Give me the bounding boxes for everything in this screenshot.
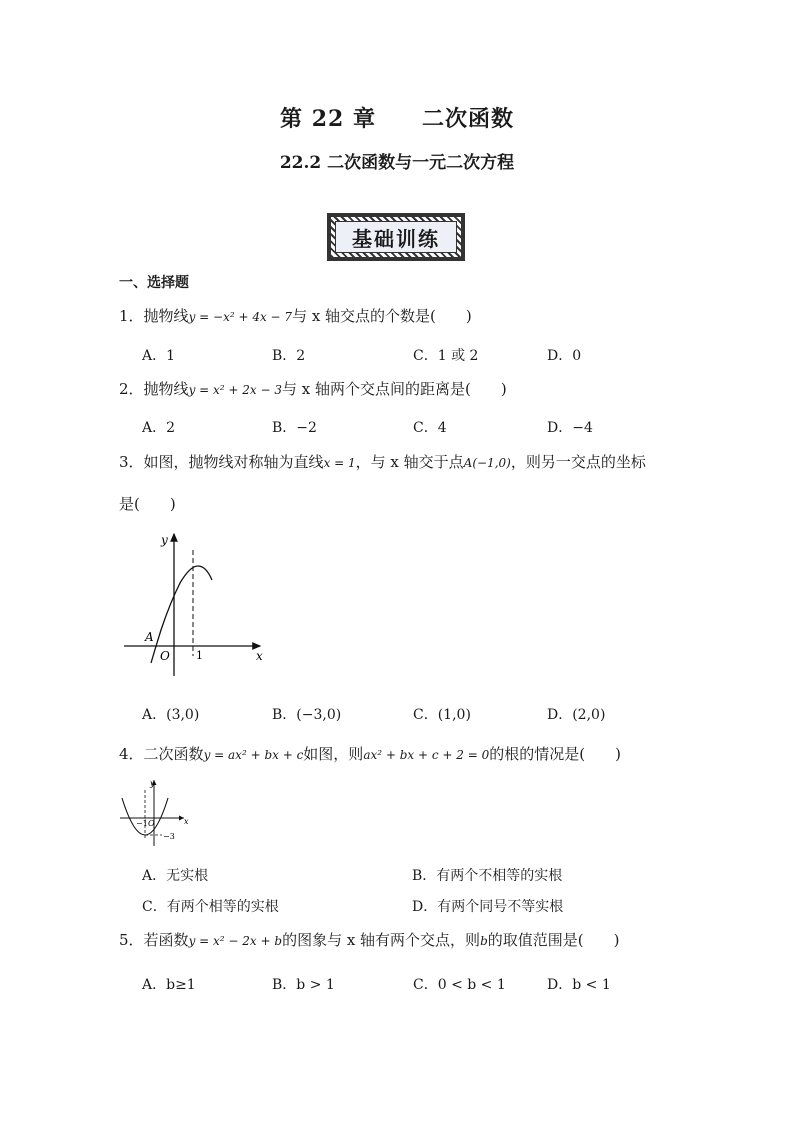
option-c[interactable]: C．0 < b < 1 (413, 977, 506, 993)
question-formula: x = 1 (323, 456, 356, 470)
x-axis-label: x (256, 649, 263, 663)
question-text-tail: 与 x 轴交点的个数是( ) (292, 307, 472, 325)
question-text: 如图，抛物线对称轴为直线 (143, 453, 324, 471)
y-axis-label: y (150, 779, 155, 788)
question-formula: y = x² + 2x − 3 (188, 383, 283, 397)
question-text: 抛物线 (143, 307, 189, 325)
question-formula: y = ax² + bx + c (203, 748, 304, 762)
question-formula: y = −x² + 4x − 7 (188, 310, 293, 324)
option-c[interactable]: C．(1,0) (413, 707, 471, 723)
section-subtitle: 22.2 二次函数与一元二次方程 (279, 153, 515, 173)
origin-label: O (148, 819, 155, 828)
question-text-mid: ，与 x 轴交于点 (355, 453, 464, 471)
question-text-mid: 的图象与 x 轴有两个交点，则 (282, 931, 481, 949)
question-number: 5． (119, 931, 144, 949)
question-number: 4． (119, 745, 144, 763)
question-3-figure (118, 528, 268, 678)
origin-label: O (160, 649, 170, 663)
question-number: 2． (119, 380, 144, 398)
option-d[interactable]: D．(2,0) (547, 707, 606, 723)
option-a[interactable]: A．无实根 (142, 868, 209, 884)
option-a[interactable]: A．1 (142, 348, 176, 364)
option-a[interactable]: A．(3,0) (142, 707, 200, 723)
question-text-tail: 的根的情况是( ) (489, 745, 621, 763)
question-text-tail: ，则另一交点的坐标 (510, 453, 646, 471)
question-text-mid: 如图，则 (303, 745, 364, 763)
banner-label: 基础训练 (335, 221, 457, 253)
question-formula: y = x² − 2x + b (188, 934, 283, 948)
option-b[interactable]: B．b > 1 (272, 977, 335, 993)
section-heading: 一、选择题 (119, 275, 189, 291)
option-c[interactable]: C．4 (413, 420, 447, 436)
option-c[interactable]: C．1 或 2 (413, 348, 479, 364)
option-b[interactable]: B．有两个不相等的实根 (412, 868, 563, 884)
question-text: 二次函数 (143, 745, 204, 763)
question-text: 抛物线 (143, 380, 189, 398)
option-d[interactable]: D．−4 (547, 420, 593, 436)
question-4-figure (118, 776, 194, 848)
option-b[interactable]: B．(−3,0) (272, 707, 342, 723)
option-c[interactable]: C．有两个相等的实根 (142, 899, 279, 915)
question-formula-2: ax² + bx + c + 2 = 0 (363, 748, 490, 762)
question-5 (119, 930, 619, 951)
option-d[interactable]: D．0 (547, 348, 582, 364)
tick-label-1: 1 (196, 649, 203, 662)
question-number: 3． (119, 453, 144, 471)
chapter-title: 第 22 章 二次函数 (280, 106, 514, 132)
vertex-value-label: −3 (163, 832, 175, 841)
option-d[interactable]: D．b < 1 (547, 977, 611, 993)
question-4 (119, 744, 621, 765)
point-a-label: A (145, 630, 154, 644)
option-d[interactable]: D．有两个同号不等实根 (412, 899, 564, 915)
option-a[interactable]: A．2 (142, 420, 176, 436)
question-number: 1． (119, 307, 144, 325)
x-axis-label: x (184, 817, 189, 826)
question-3-line-2: 是( ) (119, 495, 176, 513)
basic-training-banner (327, 213, 465, 261)
option-b[interactable]: B．2 (272, 348, 306, 364)
question-2 (119, 379, 507, 400)
y-axis-label: y (161, 533, 168, 547)
option-a[interactable]: A．b≥1 (142, 977, 196, 993)
question-formula-2: b (480, 934, 488, 948)
tick-label-minus-1: −1 (136, 819, 148, 828)
question-formula-2: A(−1,0) (463, 456, 511, 470)
question-text-tail: 的取值范围是( ) (487, 931, 620, 949)
option-b[interactable]: B．−2 (272, 420, 317, 436)
question-text-tail: 与 x 轴两个交点间的距离是( ) (282, 380, 507, 398)
question-text: 若函数 (143, 931, 189, 949)
question-3 (119, 452, 646, 473)
question-1 (119, 306, 472, 327)
